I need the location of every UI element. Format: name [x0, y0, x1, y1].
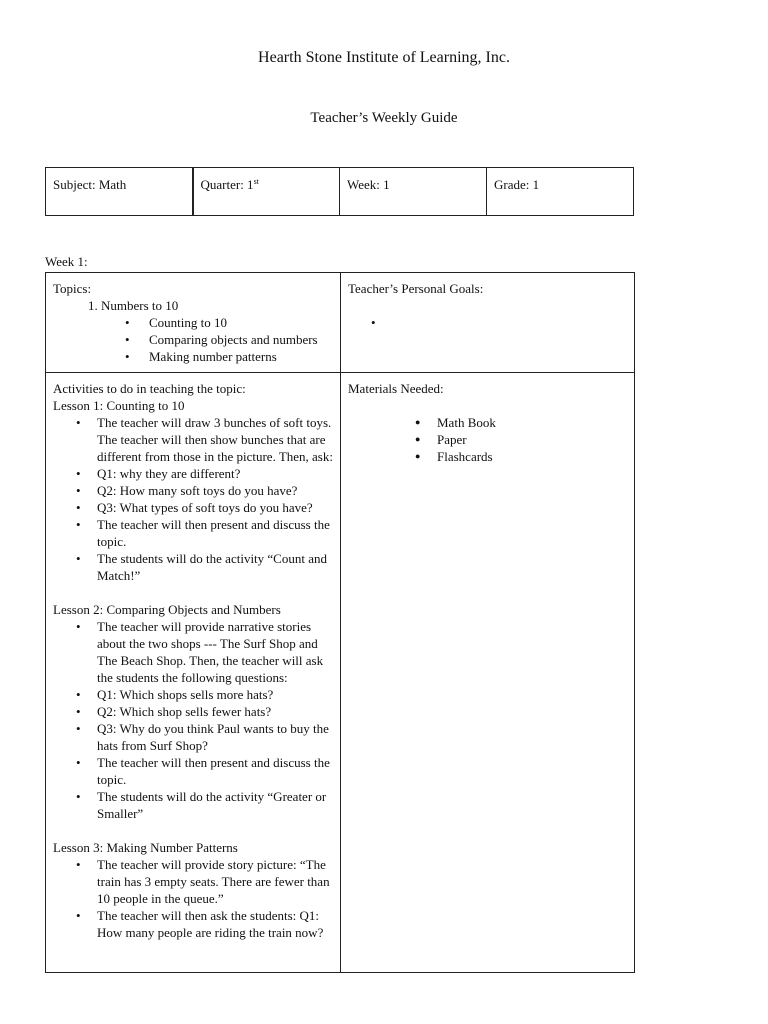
lesson-item: • The students will do the activity “Count and Match!” [97, 550, 334, 584]
lesson-2-list [53, 618, 334, 822]
lesson-3-title: Lesson 3: Making Number Patterns [53, 840, 238, 855]
subtopics-list [101, 314, 334, 365]
lesson-item: • Q3: What types of soft toys do you have? [97, 499, 334, 516]
lesson-item: • The teacher will then ask the students: Q1: How many people are riding the train now? [97, 907, 334, 941]
subtopic-item: • Making number patterns [149, 348, 334, 365]
organization-title: Hearth Stone Institute of Learning, Inc. [258, 49, 510, 66]
document-title: Teacher’s Weekly Guide [310, 110, 458, 126]
goal-item [378, 314, 628, 331]
lesson-item: • The teacher will provide narrative stories about the two shops --- The Surf Shop and The Beach Shop. Then, the teacher will ask the students the following questions: [97, 618, 334, 686]
lesson-item: • Q1: why they are different? [97, 465, 334, 482]
topic-item [101, 297, 334, 365]
materials-list [348, 414, 628, 465]
topics-list [53, 297, 334, 365]
material-item: ● Paper [437, 431, 628, 448]
lesson-2-title: Lesson 2: Comparing Objects and Numbers [53, 602, 281, 617]
lesson-item: • Q2: How many soft toys do you have? [97, 482, 334, 499]
grade-cell [487, 168, 634, 216]
lesson-item: • The teacher will then present and discuss the topic. [97, 516, 334, 550]
lesson-1-list [53, 414, 334, 584]
lesson-item: • The teacher will draw 3 bunches of soft toys. The teacher will then show bunches that are different from those in the picture. Then, ask: [97, 414, 334, 465]
goals-heading: Teacher’s Personal Goals: [348, 281, 484, 296]
grade-text: Grade: 1 [494, 177, 540, 192]
topics-cell [46, 273, 341, 373]
week-label: Week 1: [45, 254, 88, 269]
plan-table [45, 272, 635, 973]
material-item: ● Math Book [437, 414, 628, 431]
subject-text: Subject: Math [53, 177, 127, 192]
activities-cell [46, 373, 341, 973]
goals-cell [341, 273, 635, 373]
lesson-item: • Q3: Why do you think Paul wants to buy the hats from Surf Shop? [97, 720, 334, 754]
week-cell [340, 168, 487, 216]
topics-heading: Topics: [53, 281, 92, 296]
material-item: ● Flashcards [437, 448, 628, 465]
lesson-item: • Q2: Which shop sells fewer hats? [97, 703, 334, 720]
lesson-item: • The students will do the activity “Greater or Smaller” [97, 788, 334, 822]
subtopic-item: • Counting to 10 [149, 314, 334, 331]
info-table [45, 167, 634, 216]
quarter-text: Quarter: 1 [200, 177, 254, 192]
lesson-item: • The teacher will then present and discuss the topic. [97, 754, 334, 788]
subtopic-item: • Comparing objects and numbers [149, 331, 334, 348]
quarter-cell [193, 168, 340, 216]
lesson-1-title: Lesson 1: Counting to 10 [53, 398, 185, 413]
materials-heading: Materials Needed: [348, 381, 444, 396]
lesson-3-list [53, 856, 334, 941]
topic-label: Numbers to 10 [101, 298, 179, 313]
subject-cell [46, 168, 193, 216]
quarter-superscript: st [253, 177, 259, 186]
activities-heading: Activities to do in teaching the topic: [53, 381, 246, 396]
lesson-item: • Q1: Which shops sells more hats? [97, 686, 334, 703]
materials-cell [341, 373, 635, 973]
spacer [53, 584, 334, 601]
lesson-item: • The teacher will provide story picture: “The train has 3 empty seats. There are fewer than 10 people in the queue.” [97, 856, 334, 907]
week-text: Week: 1 [347, 177, 390, 192]
goals-list [348, 314, 628, 331]
spacer [53, 822, 334, 839]
